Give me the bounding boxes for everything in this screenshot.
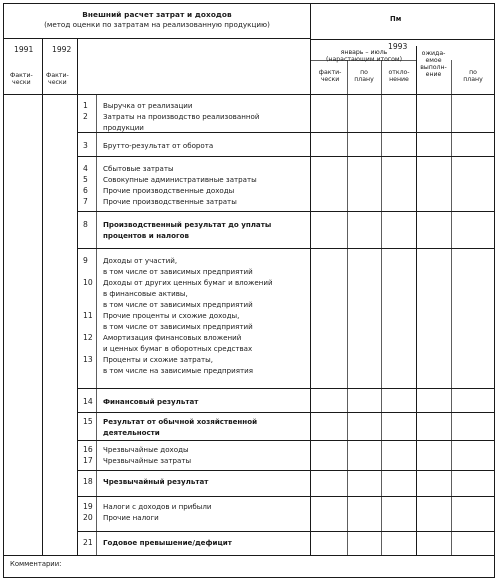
year-1992: 1992 [52, 45, 72, 54]
line-number: 12 [83, 333, 93, 342]
cost-revenue-form [3, 3, 495, 578]
divider-h-unit [310, 39, 494, 40]
comments-label: Комментарии: [10, 560, 62, 568]
line-label: Затраты на производство реализованной [103, 112, 260, 121]
line-label: в том числе от зависимых предприятий [103, 267, 253, 276]
line-number: 16 [83, 445, 93, 454]
line-label: в том числе от зависимых предприятий [103, 300, 253, 309]
line-number: 9 [83, 256, 88, 265]
col-1993-expected: ожида- емое выполн- ение [420, 50, 447, 79]
line-number: 21 [83, 538, 93, 547]
row-sep-5 [77, 388, 494, 389]
line-number: 14 [83, 397, 93, 406]
form-title: Внешний расчет затрат и доходов [82, 10, 232, 19]
line-number: 19 [83, 502, 93, 511]
line-label: Брутто-результат от оборота [103, 141, 214, 150]
line-label: Налоги с доходов и прибыли [103, 502, 212, 511]
line-label: Доходы от участий, [103, 256, 178, 265]
col-1993-deviation: откло- нение [388, 69, 410, 84]
line-label: Прочие налоги [103, 513, 159, 522]
line-label: Годовое превышение/дефицит [103, 538, 232, 547]
line-label: Амортизация финансовых вложений [103, 333, 242, 342]
line-label: Прочие производственные доходы [103, 186, 235, 195]
divider-v-c3 [416, 46, 417, 555]
line-label: Чрезвычайный результат [103, 477, 209, 486]
row-sep-7 [77, 440, 494, 441]
line-number: 20 [83, 513, 93, 522]
line-number: 15 [83, 417, 93, 426]
line-label: Финансовый результат [103, 397, 199, 406]
row-sep-4 [77, 248, 494, 249]
year-1993: 1993 [388, 42, 408, 51]
line-label: в финансовые активы, [103, 289, 188, 298]
col-1993-fact: факти- чески [318, 69, 342, 84]
row-sep-2 [77, 156, 494, 157]
divider-v-c4 [451, 60, 452, 555]
line-number: 11 [83, 311, 93, 320]
line-number: 6 [83, 186, 88, 195]
year-1991: 1991 [14, 45, 34, 54]
line-number: 3 [83, 141, 88, 150]
line-label: Прочие производственные затраты [103, 197, 237, 206]
line-number: 10 [83, 278, 93, 287]
line-label: в том числе от зависимых предприятий [103, 322, 253, 331]
line-label: Выручка от реализации [103, 101, 193, 110]
line-label: Прочие проценты и схожие доходы, [103, 311, 240, 320]
form-subtitle: (метод оценки по затратам на реализованную продукцию) [44, 20, 270, 29]
line-number: 2 [83, 112, 88, 121]
divider-v-c1 [347, 60, 348, 555]
line-number: 18 [83, 477, 93, 486]
line-label: и ценных бумаг в оборотных средствах [103, 344, 253, 353]
col-1991-fact: Факти- чески [10, 72, 33, 87]
line-label: Чрезвычайные затраты [103, 456, 192, 465]
line-label: Сбытовые затраты [103, 164, 174, 173]
line-label: Совокупные административные затраты [103, 175, 257, 184]
form-header [4, 4, 310, 39]
line-number: 5 [83, 175, 88, 184]
divider-h-header-bottom [4, 94, 494, 95]
col-1992-fact: Факти- чески [46, 72, 69, 87]
line-number: 13 [83, 355, 93, 364]
line-label: продукции [103, 123, 144, 132]
divider-v-c2 [381, 60, 382, 555]
line-number: 17 [83, 456, 93, 465]
line-label: Результат от обычной хозяйственной [103, 417, 258, 426]
row-sep-9 [77, 496, 494, 497]
divider-v-main [310, 4, 311, 555]
line-number: 4 [83, 164, 88, 173]
line-label: Чрезвычайные доходы [103, 445, 189, 454]
unit-label: Пм [390, 15, 402, 23]
row-sep-8 [77, 470, 494, 471]
line-number: 7 [83, 197, 88, 206]
group-1993-period: январь – июль (нарастающим итогом) [326, 49, 402, 64]
col-1993-plan: по плану [354, 69, 374, 84]
line-number: 1 [83, 101, 88, 110]
col-1993-plan-year: по плану [463, 69, 483, 84]
line-label: Проценты и схожие затраты, [103, 355, 214, 364]
row-sep-6 [77, 412, 494, 413]
row-sep-11 [4, 555, 494, 556]
row-sep-10 [77, 531, 494, 532]
line-label: процентов и налогов [103, 231, 190, 240]
line-number: 8 [83, 220, 88, 229]
divider-v-1992 [77, 39, 78, 555]
line-label: Доходы от других ценных бумаг и вложений [103, 278, 273, 287]
line-label: в том числе на зависимые предприятия [103, 366, 254, 375]
line-label: Производственный результат до уплаты [103, 220, 272, 229]
row-sep-3 [77, 211, 494, 212]
divider-v-1991 [42, 39, 43, 555]
line-label: деятельности [103, 428, 160, 437]
